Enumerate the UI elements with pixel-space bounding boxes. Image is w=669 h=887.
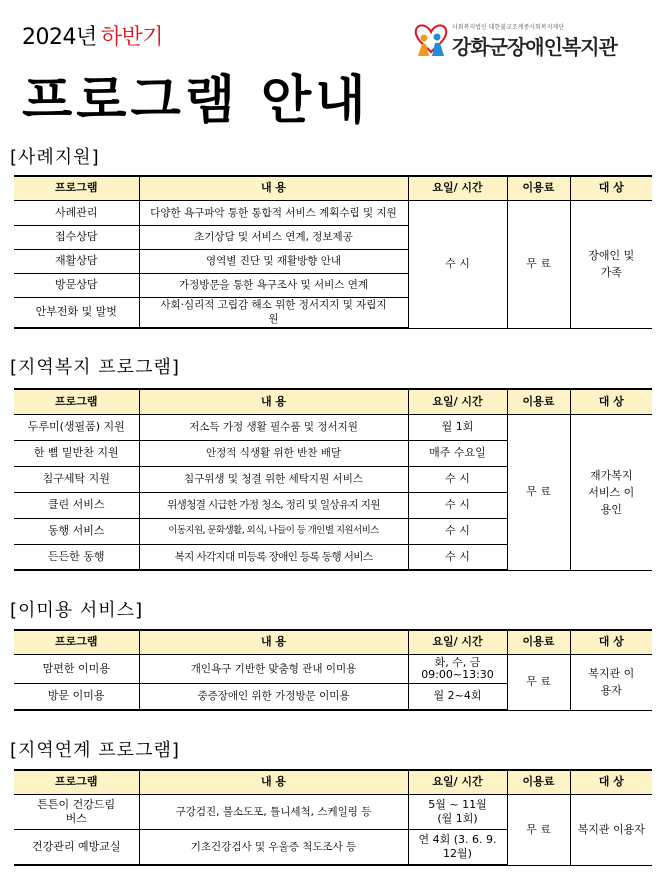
program-text: 튼튼이 건강드림버스 — [37, 797, 116, 825]
table-row — [14, 794, 652, 829]
schedule-cell: 매주 수요일 — [408, 440, 507, 466]
table-case-support — [14, 175, 652, 329]
col-header-schedule: 요일/ 시간 — [408, 389, 507, 414]
col-header-fee: 이용료 — [507, 630, 570, 654]
program-cell: 재활상담 — [14, 249, 139, 273]
content-cell: 영역별 진단 및 재활방향 안내 — [139, 249, 408, 273]
program-cell: 안부전화 및 말벗 — [14, 297, 139, 328]
section-title-beauty-service: [이미용 서비스] — [10, 600, 144, 621]
program-cell: 동행 서비스 — [14, 518, 139, 544]
schedule-cell: 수 시 — [408, 518, 507, 544]
schedule-cell: 수 시 — [408, 466, 507, 492]
col-header-program: 프로그램 — [14, 389, 139, 414]
fee-cell: 무 료 — [507, 414, 570, 570]
col-header-target: 대 상 — [570, 770, 652, 794]
col-header-program: 프로그램 — [14, 630, 139, 654]
content-cell: 복지 사각지대 미등록 장애인 등록 동행 서비스 — [139, 544, 408, 570]
program-cell: 클린 서비스 — [14, 492, 139, 518]
target-text: 장애인 및 가족 — [588, 249, 635, 279]
schedule-cell — [408, 654, 507, 683]
year-label: 2024년 — [22, 25, 97, 50]
col-header-program: 프로그램 — [14, 176, 139, 200]
program-cell: 한 뼘 밑반찬 지원 — [14, 440, 139, 466]
program-cell: 든든한 동행 — [14, 544, 139, 570]
col-header-schedule: 요일/ 시간 — [408, 770, 507, 794]
table-beauty-service — [14, 629, 652, 711]
content-cell — [139, 297, 408, 328]
semester-label — [22, 20, 163, 51]
col-header-program: 프로그램 — [14, 770, 139, 794]
content-cell: 중증장애인 위한 가정방문 이미용 — [139, 683, 408, 710]
section-title-case-support: [사례지원] — [10, 147, 100, 168]
fee-cell: 무 료 — [507, 794, 570, 865]
table-row — [14, 654, 652, 683]
program-cell: 두루미(생필품) 지원 — [14, 414, 139, 440]
program-cell: 침구세탁 지원 — [14, 466, 139, 492]
col-header-schedule: 요일/ 시간 — [408, 630, 507, 654]
col-header-fee: 이용료 — [507, 176, 570, 200]
section-title-community-welfare: [지역복지 프로그램] — [10, 357, 180, 378]
content-cell: 저소득 가정 생활 필수품 및 정서지원 — [139, 414, 408, 440]
content-cell: 안정적 식생활 위한 반찬 배달 — [139, 440, 408, 466]
section-title-community-link: [지역연계 프로그램] — [10, 740, 180, 761]
target-cell — [570, 654, 652, 710]
schedule-cell: 월 2~4회 — [408, 683, 507, 710]
col-header-content: 내 용 — [139, 630, 408, 654]
table-community-link — [14, 769, 652, 866]
fee-cell: 무 료 — [507, 200, 570, 328]
schedule-cell: 수 시 — [408, 200, 507, 328]
program-cell: 방문상담 — [14, 273, 139, 297]
content-cell: 다양한 욕구파악 통한 통합적 서비스 계획수립 및 지원 — [139, 200, 408, 225]
program-cell: 방문 이미용 — [14, 683, 139, 710]
content-cell: 이동지원, 문화생활, 외식, 나들이 등 개인별 지원서비스 — [139, 518, 408, 544]
content-text: 사회·심리적 고립감 해소 위한 정서지지 및 자립지원 — [160, 299, 387, 326]
logo-foundation-text: 사회복지법인 대한불교조계종사회복지재단 — [452, 24, 565, 31]
content-cell: 구강검진, 불소도포, 틀니세척, 스케일링 등 — [139, 794, 408, 829]
col-header-fee: 이용료 — [507, 770, 570, 794]
content-cell: 개인욕구 기반한 맞춤형 관내 이미용 — [139, 654, 408, 683]
col-header-schedule: 요일/ 시간 — [408, 176, 507, 200]
program-cell: 접수상담 — [14, 225, 139, 249]
logo-org-name: 강화군장애인복지관 — [452, 35, 617, 59]
organization-logo — [412, 20, 652, 60]
table-row — [14, 414, 652, 440]
table-community-welfare — [14, 388, 652, 571]
content-cell: 가정방문을 통한 욕구조사 및 서비스 연계 — [139, 273, 408, 297]
schedule-cell — [408, 794, 507, 829]
schedule-text: 화, 수, 금 09:00~13:30 — [421, 655, 494, 681]
schedule-cell: 수 시 — [408, 544, 507, 570]
target-cell: 복지관 이용자 — [570, 794, 652, 865]
schedule-cell: 월 1회 — [408, 414, 507, 440]
half-label: 하반기 — [100, 25, 164, 50]
schedule-text: 5월 ~ 11월 (월 1회) — [428, 797, 487, 825]
page-title: 프로그램 안내 — [22, 71, 370, 131]
schedule-cell — [408, 829, 507, 865]
col-header-fee: 이용료 — [507, 389, 570, 414]
col-header-target: 대 상 — [570, 630, 652, 654]
schedule-text: 연 4회 (3. 6. 9. 12월) — [418, 832, 497, 860]
schedule-cell: 수 시 — [408, 492, 507, 518]
content-cell: 기초건강검사 및 우울증 척도조사 등 — [139, 829, 408, 865]
target-cell — [570, 414, 652, 570]
target-text: 복지관 이용자 — [588, 667, 635, 697]
col-header-content: 내 용 — [139, 770, 408, 794]
col-header-content: 내 용 — [139, 176, 408, 200]
content-cell: 위생청결 시급한 가정 청소, 정리 및 일상유지 지원 — [139, 492, 408, 518]
content-cell: 초기상담 및 서비스 연계, 정보제공 — [139, 225, 408, 249]
program-cell: 맘편한 이미용 — [14, 654, 139, 683]
content-cell: 침구위생 및 청결 위한 세탁지원 서비스 — [139, 466, 408, 492]
col-header-content: 내 용 — [139, 389, 408, 414]
program-cell: 건강관리 예방교실 — [14, 829, 139, 865]
target-text: 재가복지 서비스 이용인 — [588, 468, 635, 516]
fee-cell: 무 료 — [507, 654, 570, 710]
logo-people-icon — [412, 22, 450, 58]
table-row — [14, 200, 652, 225]
target-cell — [570, 200, 652, 328]
col-header-target: 대 상 — [570, 389, 652, 414]
program-cell: 사례관리 — [14, 200, 139, 225]
program-cell — [14, 794, 139, 829]
col-header-target: 대 상 — [570, 176, 652, 200]
